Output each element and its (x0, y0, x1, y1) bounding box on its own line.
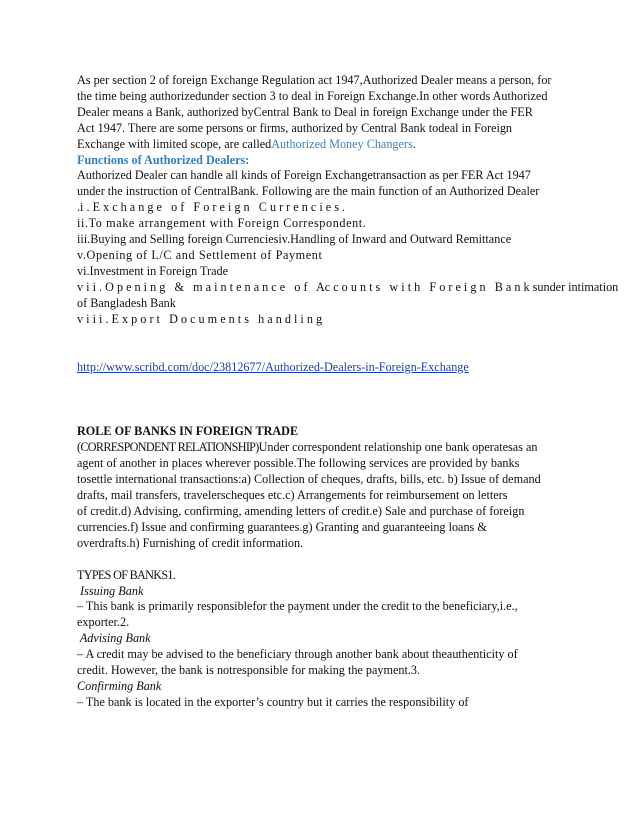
text-line (77, 440, 577, 456)
text-line: under the instruction of CentralBank. Following are the main function of an Authorized Dealer (77, 184, 540, 199)
text-segment: . (412, 136, 416, 151)
function-item-iii: iii.Buying and Selling foreign Currenciesiv.Handling of Inward and Outward Remittance (77, 232, 512, 247)
text-segment: Under correspondent relationship one bank operatesas an (258, 440, 538, 455)
text-line: Authorized Dealer can handle all kinds of Foreign Exchangetransaction as per FER Act 1947 (77, 168, 531, 183)
scribd-link[interactable]: http://www.scribd.com/doc/23812677/Authorized-Dealers-in-Foreign-Exchange (77, 359, 469, 374)
text-line: currencies.f) Issue and confirming guarantees.g) Granting and guaranteeing loans & (77, 519, 487, 534)
function-item-i: .i . E x c h a n g e o f F o r e i g n C u r r e n c i e s . (77, 200, 346, 215)
text-line (77, 137, 577, 153)
role-section (77, 424, 577, 551)
text-line: – The bank is located in the exporter’s country but it carries the responsibility of (77, 694, 469, 709)
text-line: overdrafts.h) Furnishing of credit information. (77, 535, 304, 550)
text-line: tosettle international transactions:a) Collection of cheques, drafts, bills, etc. b) Issue of demand (77, 472, 541, 487)
function-item-viii: v i i i . E x p o r t D o c u m e n t s h a n d l i n g (77, 311, 323, 326)
text-line: the time being authorizedunder section 3 to deal in Foreign Exchange.In other words Authorized (77, 88, 548, 103)
text-line: – This bank is primarily responsiblefor the payment under the credit to the beneficiary,i.e., (77, 599, 518, 614)
text-segment: (CORRESPONDENT RELATIONSHIP) (77, 440, 259, 455)
advising-bank-title: Advising Bank (77, 631, 151, 646)
text-segment: Exchange with limited scope, are called (77, 136, 272, 151)
functions-heading: Functions of Authorized Dealers: (77, 152, 250, 167)
confirming-bank-title: Confirming Bank (77, 679, 162, 693)
text-line: Act 1947. There are some persons or firms, authorized by Central Bank todeal in Foreign (77, 120, 513, 135)
text-line: drafts, mail transfers, travelerscheques etc.c) Arrangements for reimbursement on letters (77, 488, 508, 503)
text-line: of Bangladesh Bank (77, 295, 176, 310)
function-item-ii: ii.To make arrangement with Foreign Correspondent. (77, 216, 367, 231)
text-segment: v i i . O p e n i n g & m a i n t e n a n c e o f Ac c o u n t s w i t h F o r e i g n B a n k s (77, 279, 538, 294)
text-line: agent of another in places wherever possible.The following services are provided by banks (77, 456, 520, 471)
text-line: credit. However, the bank is notresponsible for making the payment.3. (77, 663, 421, 678)
function-item-vii (77, 279, 619, 296)
document-body (77, 73, 619, 711)
role-heading: ROLE OF BANKS IN FOREIGN TRADE (77, 424, 299, 439)
function-item-v: v.Opening of L/C and Settlement of Payment (77, 247, 323, 262)
function-item-vi: vi.Investment in Foreign Trade (77, 263, 228, 278)
types-section (77, 568, 577, 711)
text-line: exporter.2. (77, 615, 130, 630)
types-heading: TYPES OF BANKS1. (77, 567, 176, 582)
authorized-money-changers-term: Authorized Money Changers (271, 136, 413, 151)
text-line: Dealer means a Bank, authorized byCentral Bank to Deal in foreign Exchange under the FER (77, 104, 533, 119)
text-line: – A credit may be advised to the beneficiary through another bank about theauthenticity of (77, 647, 518, 662)
issuing-bank-title: Issuing Bank (77, 583, 144, 598)
text-line: As per section 2 of foreign Exchange Regulation act 1947,Authorized Dealer means a person, for (77, 73, 552, 87)
text-segment: under intimation (537, 279, 619, 294)
text-line: of credit.d) Advising, confirming, amending letters of credit.e) Sale and purchase of foreign (77, 503, 525, 518)
intro-paragraph (77, 73, 577, 153)
functions-section (77, 152, 619, 328)
